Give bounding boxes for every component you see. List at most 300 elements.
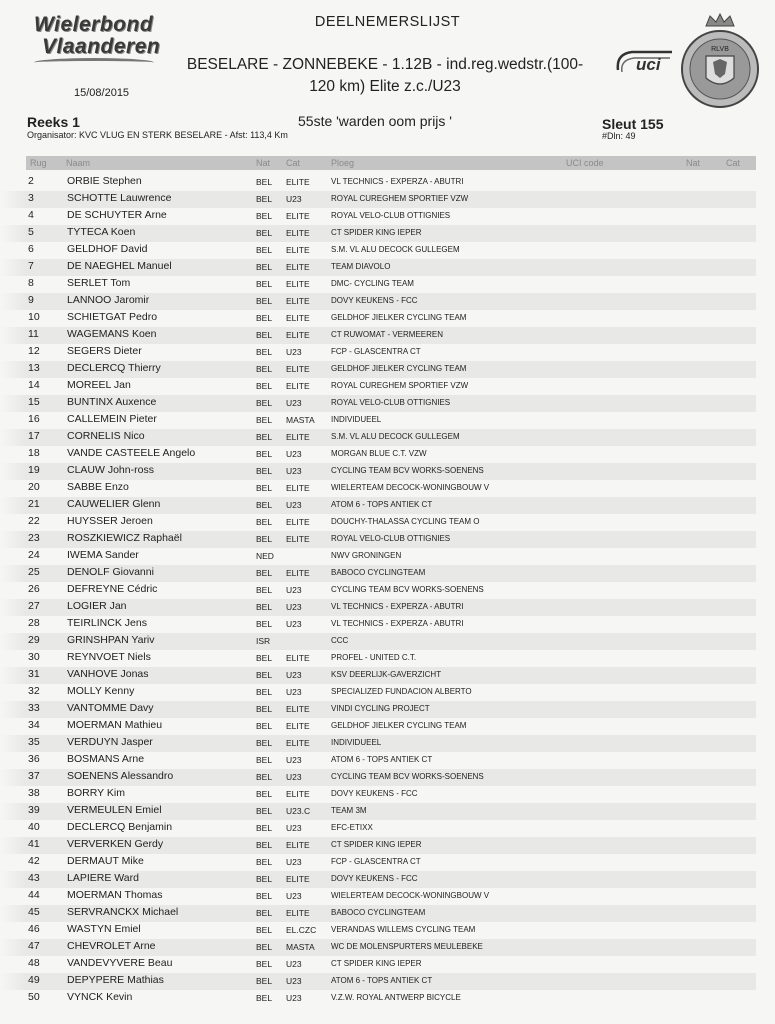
rider-category: ELITE xyxy=(286,483,310,493)
rider-team: GELDHOF JIELKER CYCLING TEAM xyxy=(331,364,467,373)
rider-category: ELITE xyxy=(286,432,310,442)
rider-nationality: BEL xyxy=(256,823,273,833)
rider-team: ATOM 6 - TOPS ANTIEK CT xyxy=(331,755,433,764)
rider-team: DOVY KEUKENS - FCC xyxy=(331,296,418,305)
table-row xyxy=(0,701,775,718)
rider-team: NWV GRONINGEN xyxy=(331,551,402,560)
rider-nationality: BEL xyxy=(256,500,273,510)
rider-category: U23 xyxy=(286,500,302,510)
rider-nationality: BEL xyxy=(256,330,273,340)
table-row xyxy=(0,633,775,650)
table-row xyxy=(0,939,775,956)
rider-name: SERVRANCKX Michael xyxy=(67,906,179,918)
uci-logo-text: uci xyxy=(636,55,661,74)
rider-nationality: BEL xyxy=(256,245,273,255)
rider-nationality: BEL xyxy=(256,687,273,697)
col-header-name: Naam xyxy=(66,158,91,168)
rider-number: 38 xyxy=(28,787,40,799)
table-row xyxy=(0,463,775,480)
table-row xyxy=(0,480,775,497)
rider-category: ELITE xyxy=(286,364,310,374)
race-date: 15/08/2015 xyxy=(74,87,130,99)
rider-number: 16 xyxy=(28,413,40,425)
rider-nationality: BEL xyxy=(256,908,273,918)
rider-number: 42 xyxy=(28,855,40,867)
table-row xyxy=(0,344,775,361)
rider-number: 43 xyxy=(28,872,40,884)
rider-nationality: BEL xyxy=(256,789,273,799)
rider-category: ELITE xyxy=(286,245,310,255)
rider-name: VERMEULEN Emiel xyxy=(67,804,162,816)
rider-name: SEGERS Dieter xyxy=(67,345,142,357)
rider-number: 44 xyxy=(28,889,40,901)
table-row xyxy=(0,735,775,752)
rider-name: DEFREYNE Cédric xyxy=(67,583,158,595)
table-row xyxy=(0,752,775,769)
rider-category: ELITE xyxy=(286,653,310,663)
rider-category: U23 xyxy=(286,976,302,986)
rider-nationality: BEL xyxy=(256,874,273,884)
rider-name: LOGIER Jan xyxy=(67,600,127,612)
rider-number: 5 xyxy=(28,226,34,238)
rider-nationality: BEL xyxy=(256,568,273,578)
rider-team: CYCLING TEAM BCV WORKS-SOENENS xyxy=(331,585,484,594)
rider-name: MOLLY Kenny xyxy=(67,685,135,697)
rider-name: DENOLF Giovanni xyxy=(67,566,154,578)
col-header-uci: UCI code xyxy=(566,158,604,168)
rider-category: ELITE xyxy=(286,721,310,731)
organiser-info: Organisator: KVC VLUG EN STERK BESELARE - Afst: 113,4 Km xyxy=(27,130,288,140)
rider-team: GELDHOF JIELKER CYCLING TEAM xyxy=(331,721,467,730)
table-row xyxy=(0,973,775,990)
table-row xyxy=(0,446,775,463)
rider-name: SCHIETGAT Pedro xyxy=(67,311,158,323)
rider-name: SABBE Enzo xyxy=(67,481,129,493)
rider-name: VANHOVE Jonas xyxy=(67,668,149,680)
rider-name: IWEMA Sander xyxy=(67,549,139,561)
rider-nationality: BEL xyxy=(256,602,273,612)
table-row xyxy=(0,310,775,327)
rider-team: FCP - GLASCENTRA CT xyxy=(331,347,421,356)
rider-team: CYCLING TEAM BCV WORKS-SOENENS xyxy=(331,772,484,781)
rider-team: WIELERTEAM DECOCK-WONINGBOUW V xyxy=(331,891,490,900)
rider-nationality: BEL xyxy=(256,466,273,476)
rider-team: VINDI CYCLING PROJECT xyxy=(331,704,430,713)
table-row xyxy=(0,956,775,973)
rider-number: 11 xyxy=(28,328,39,340)
rider-category: ELITE xyxy=(286,568,310,578)
rider-team: FCP - GLASCENTRA CT xyxy=(331,857,421,866)
rider-team: CT SPIDER KING IEPER xyxy=(331,840,422,849)
rider-number: 20 xyxy=(28,481,40,493)
rider-nationality: BEL xyxy=(256,653,273,663)
rider-number: 17 xyxy=(28,430,40,442)
rider-nationality: BEL xyxy=(256,925,273,935)
rider-team: VL TECHNICS - EXPERZA - ABUTRI xyxy=(331,619,464,628)
rider-nationality: BEL xyxy=(256,364,273,374)
rider-team: DOUCHY-THALASSA CYCLING TEAM O xyxy=(331,517,480,526)
table-row xyxy=(0,412,775,429)
rider-category: ELITE xyxy=(286,840,310,850)
rider-team: VL TECHNICS - EXPERZA - ABUTRI xyxy=(331,177,464,186)
table-row xyxy=(0,616,775,633)
rider-category: U23 xyxy=(286,449,302,459)
rider-category: ELITE xyxy=(286,874,310,884)
rider-number: 15 xyxy=(28,396,40,408)
rider-nationality: BEL xyxy=(256,262,273,272)
rider-nationality: BEL xyxy=(256,483,273,493)
rider-number: 21 xyxy=(28,498,40,510)
table-row xyxy=(0,667,775,684)
rider-number: 2 xyxy=(28,175,34,187)
rider-name: ORBIE Stephen xyxy=(67,175,142,187)
rider-team: ROYAL VELO-CLUB OTTIGNIES xyxy=(331,534,451,543)
table-row xyxy=(0,378,775,395)
rider-number: 34 xyxy=(28,719,40,731)
table-row xyxy=(0,276,775,293)
table-row xyxy=(0,429,775,446)
rider-name: CAUWELIER Glenn xyxy=(67,498,161,510)
rider-name: DE SCHUYTER Arne xyxy=(67,209,167,221)
rider-team: CCC xyxy=(331,636,349,645)
rider-category: U23 xyxy=(286,670,302,680)
rider-team: TEAM DIAVOLO xyxy=(331,262,391,271)
rider-team: ROYAL CUREGHEM SPORTIEF VZW xyxy=(331,194,469,203)
rider-category: U23 xyxy=(286,891,302,901)
rider-number: 19 xyxy=(28,464,40,476)
rider-nationality: BEL xyxy=(256,942,273,952)
rider-number: 50 xyxy=(28,991,40,1003)
rider-number: 32 xyxy=(28,685,40,697)
rider-number: 35 xyxy=(28,736,40,748)
rider-name: WAGEMANS Koen xyxy=(67,328,157,340)
rider-category: U23.C xyxy=(286,806,311,816)
table-row xyxy=(0,905,775,922)
rider-category: ELITE xyxy=(286,313,310,323)
rider-team: GELDHOF JIELKER CYCLING TEAM xyxy=(331,313,467,322)
rider-number: 9 xyxy=(28,294,34,306)
table-row xyxy=(0,684,775,701)
rider-nationality: BEL xyxy=(256,976,273,986)
rider-name: MOERMAN Mathieu xyxy=(67,719,163,731)
rider-category: U23 xyxy=(286,687,302,697)
rider-team: ROYAL VELO-CLUB OTTIGNIES xyxy=(331,398,451,407)
rider-nationality: BEL xyxy=(256,619,273,629)
table-row xyxy=(0,497,775,514)
rider-team: ROYAL CUREGHEM SPORTIEF VZW xyxy=(331,381,469,390)
rider-nationality: BEL xyxy=(256,755,273,765)
rider-team: BABOCO CYCLINGTEAM xyxy=(331,568,426,577)
rider-nationality: ISR xyxy=(256,636,271,646)
rider-nationality: BEL xyxy=(256,296,273,306)
rider-team: V.Z.W. ROYAL ANTWERP BICYCLE xyxy=(331,993,461,1002)
rider-category: ELITE xyxy=(286,908,310,918)
rider-team: ATOM 6 - TOPS ANTIEK CT xyxy=(331,500,433,509)
rider-category: ELITE xyxy=(286,738,310,748)
rider-name: MOREEL Jan xyxy=(67,379,131,391)
rider-category: U23 xyxy=(286,602,302,612)
rider-team: SPECIALIZED FUNDACION ALBERTO xyxy=(331,687,472,696)
rider-team: BABOCO CYCLINGTEAM xyxy=(331,908,426,917)
rider-number: 8 xyxy=(28,277,34,289)
rider-nationality: BEL xyxy=(256,381,273,391)
table-row xyxy=(0,191,775,208)
rider-team: DOVY KEUKENS - FCC xyxy=(331,874,418,883)
rider-nationality: BEL xyxy=(256,738,273,748)
rider-number: 36 xyxy=(28,753,40,765)
table-row xyxy=(0,854,775,871)
rider-name: REYNVOET Niels xyxy=(67,651,151,663)
rider-team: ATOM 6 - TOPS ANTIEK CT xyxy=(331,976,433,985)
rider-nationality: BEL xyxy=(256,806,273,816)
rider-category: ELITE xyxy=(286,211,310,221)
rider-name: GRINSHPAN Yariv xyxy=(67,634,155,646)
rider-nationality: BEL xyxy=(256,211,273,221)
rider-nationality: BEL xyxy=(256,449,273,459)
race-name: 55ste 'warden oom prijs ' xyxy=(298,113,452,129)
royal-logo-text: RLVB xyxy=(711,46,729,53)
table-row xyxy=(0,327,775,344)
rider-nationality: BEL xyxy=(256,585,273,595)
table-row xyxy=(0,395,775,412)
rider-category: ELITE xyxy=(286,177,310,187)
rider-category: U23 xyxy=(286,585,302,595)
rider-number: 37 xyxy=(28,770,40,782)
table-row xyxy=(0,361,775,378)
rider-name: TYTECA Koen xyxy=(67,226,136,238)
rider-name: DEPYPERE Mathias xyxy=(67,974,164,986)
rider-team: VERANDAS WILLEMS CYCLING TEAM xyxy=(331,925,476,934)
rider-name: LAPIERE Ward xyxy=(67,872,139,884)
rider-nationality: BEL xyxy=(256,534,273,544)
rider-name: DECLERCQ Benjamin xyxy=(67,821,173,833)
rider-number: 7 xyxy=(28,260,34,272)
rider-team: S.M. VL ALU DECOCK GULLEGEM xyxy=(331,432,460,441)
rider-category: EL.CZC xyxy=(286,925,317,935)
table-row xyxy=(0,922,775,939)
rider-category: ELITE xyxy=(286,330,310,340)
rider-name: CHEVROLET Arne xyxy=(67,940,156,952)
rider-name: VANTOMME Davy xyxy=(67,702,154,714)
rider-name: VYNCK Kevin xyxy=(67,991,133,1003)
rider-team: INDIVIDUEEL xyxy=(331,415,382,424)
rider-number: 4 xyxy=(28,209,34,221)
rider-category: ELITE xyxy=(286,789,310,799)
rider-number: 41 xyxy=(28,838,40,850)
rider-number: 45 xyxy=(28,906,40,918)
rider-name: WASTYN Emiel xyxy=(67,923,141,935)
rider-team: S.M. VL ALU DECOCK GULLEGEM xyxy=(331,245,460,254)
rider-nationality: BEL xyxy=(256,993,273,1003)
rider-number: 46 xyxy=(28,923,40,935)
rider-team: CT SPIDER KING IEPER xyxy=(331,959,422,968)
rider-category: ELITE xyxy=(286,704,310,714)
table-row xyxy=(0,803,775,820)
rider-nationality: BEL xyxy=(256,228,273,238)
rider-team: PROFEL - UNITED C.T. xyxy=(331,653,417,662)
table-row xyxy=(0,769,775,786)
rider-category: U23 xyxy=(286,619,302,629)
table-row xyxy=(0,293,775,310)
rider-number: 14 xyxy=(28,379,40,391)
rider-number: 22 xyxy=(28,515,40,527)
rider-number: 33 xyxy=(28,702,40,714)
table-row xyxy=(0,990,775,1007)
rider-category: ELITE xyxy=(286,534,310,544)
rider-category: ELITE xyxy=(286,262,310,272)
rider-name: HUYSSER Jeroen xyxy=(67,515,153,527)
rider-number: 26 xyxy=(28,583,40,595)
royal-federation-logo xyxy=(680,12,760,110)
rider-nationality: BEL xyxy=(256,857,273,867)
col-header-nat: Nat xyxy=(256,158,271,168)
rider-nationality: BEL xyxy=(256,959,273,969)
document-title: DEELNEMERSLIJST xyxy=(314,14,461,30)
table-row xyxy=(0,225,775,242)
rider-name: VANDEVYVERE Beau xyxy=(67,957,173,969)
rider-team: INDIVIDUEEL xyxy=(331,738,382,747)
rider-name: VERDUYN Jasper xyxy=(67,736,153,748)
rider-team: DMC- CYCLING TEAM xyxy=(331,279,414,288)
rider-name: BOSMANS Arne xyxy=(67,753,145,765)
rider-team: CT SPIDER KING IEPER xyxy=(331,228,422,237)
rider-nationality: BEL xyxy=(256,347,273,357)
table-row xyxy=(0,871,775,888)
rider-nationality: BEL xyxy=(256,670,273,680)
rider-number: 49 xyxy=(28,974,40,986)
table-row xyxy=(0,599,775,616)
rider-number: 24 xyxy=(28,549,40,561)
rider-number: 18 xyxy=(28,447,40,459)
rider-name: TEIRLINCK Jens xyxy=(67,617,147,629)
col-header-team: Ploeg xyxy=(331,158,355,168)
rider-number: 48 xyxy=(28,957,40,969)
rider-name: DE NAEGHEL Manuel xyxy=(67,260,172,272)
col-header-nr: Rug xyxy=(30,158,47,168)
rider-name: DERMAUT Mike xyxy=(67,855,144,867)
table-row xyxy=(0,888,775,905)
rider-number: 28 xyxy=(28,617,40,629)
rider-number: 47 xyxy=(28,940,40,952)
table-row xyxy=(0,718,775,735)
rider-category: ELITE xyxy=(286,228,310,238)
rider-team: DOVY KEUKENS - FCC xyxy=(331,789,418,798)
table-row xyxy=(0,514,775,531)
rider-category: U23 xyxy=(286,959,302,969)
table-row xyxy=(0,548,775,565)
rider-nationality: BEL xyxy=(256,772,273,782)
rider-nationality: BEL xyxy=(256,517,273,527)
rider-nationality: BEL xyxy=(256,891,273,901)
rider-category: U23 xyxy=(286,466,302,476)
rider-category: U23 xyxy=(286,993,302,1003)
rider-number: 23 xyxy=(28,532,40,544)
col-header-cat: Cat xyxy=(286,158,301,168)
rider-category: U23 xyxy=(286,194,302,204)
table-row xyxy=(0,531,775,548)
rider-team: WC DE MOLENSPURTERS MEULEBEKE xyxy=(331,942,483,951)
rider-team: KSV DEERLIJK-GAVERZICHT xyxy=(331,670,442,679)
rider-nationality: BEL xyxy=(256,432,273,442)
rider-team: ROYAL VELO-CLUB OTTIGNIES xyxy=(331,211,451,220)
rider-name: LANNOO Jaromir xyxy=(67,294,150,306)
table-row xyxy=(0,650,775,667)
table-row xyxy=(0,242,775,259)
rider-team: EFC-ETIXX xyxy=(331,823,373,832)
rider-team: MORGAN BLUE C.T. VZW xyxy=(331,449,427,458)
rider-number: 25 xyxy=(28,566,40,578)
rider-category: ELITE xyxy=(286,517,310,527)
rider-category: U23 xyxy=(286,398,302,408)
logo-text-line-1: Wielerbond xyxy=(34,13,154,36)
rider-name: CORNELIS Nico xyxy=(67,430,145,442)
rider-number: 27 xyxy=(28,600,40,612)
rider-category: U23 xyxy=(286,857,302,867)
rider-nationality: BEL xyxy=(256,194,273,204)
rider-name: MOERMAN Thomas xyxy=(67,889,163,901)
rider-name: BUNTINX Auxence xyxy=(67,396,157,408)
rider-name: CALLEMEIN Pieter xyxy=(67,413,157,425)
rider-team: VL TECHNICS - EXPERZA - ABUTRI xyxy=(331,602,464,611)
rider-team: CT RUWOMAT - VERMEEREN xyxy=(331,330,444,339)
rider-team: WIELERTEAM DECOCK-WONINGBOUW V xyxy=(331,483,490,492)
rider-nationality: BEL xyxy=(256,721,273,731)
rider-nationality: BEL xyxy=(256,840,273,850)
rider-number: 39 xyxy=(28,804,40,816)
rider-name: DECLERCQ Thierry xyxy=(67,362,161,374)
rider-category: U23 xyxy=(286,823,302,833)
rider-name: VERVERKEN Gerdy xyxy=(67,838,164,850)
rider-category: MASTA xyxy=(286,415,315,425)
rider-category: U23 xyxy=(286,755,302,765)
rider-number: 12 xyxy=(28,345,40,357)
rider-team: TEAM 3M xyxy=(331,806,367,815)
rider-name: SERLET Tom xyxy=(67,277,131,289)
rider-nationality: NED xyxy=(256,551,274,561)
rider-number: 3 xyxy=(28,192,34,204)
rider-name: CLAUW John-ross xyxy=(67,464,154,476)
rider-name: ROSZKIEWICZ Raphaël xyxy=(67,532,182,544)
participant-count: #Dln: 49 xyxy=(602,131,636,141)
rider-nationality: BEL xyxy=(256,398,273,408)
rider-nationality: BEL xyxy=(256,415,273,425)
rider-name: VANDE CASTEELE Angelo xyxy=(67,447,196,459)
table-row xyxy=(0,565,775,582)
logo-swoosh xyxy=(34,58,154,67)
rider-name: SCHOTTE Lauwrence xyxy=(67,192,172,204)
rider-category: U23 xyxy=(286,772,302,782)
rider-category: ELITE xyxy=(286,381,310,391)
table-row xyxy=(0,786,775,803)
race-key: Sleut 155 xyxy=(602,116,664,132)
rider-number: 13 xyxy=(28,362,40,374)
table-row xyxy=(0,174,775,191)
rider-category: U23 xyxy=(286,347,302,357)
rider-number: 31 xyxy=(28,668,40,680)
rider-number: 30 xyxy=(28,651,40,663)
rider-number: 6 xyxy=(28,243,34,255)
rider-category: ELITE xyxy=(286,279,310,289)
rider-name: GELDHOF David xyxy=(67,243,148,255)
table-row xyxy=(0,582,775,599)
table-row xyxy=(0,837,775,854)
rider-category: MASTA xyxy=(286,942,315,952)
rider-nationality: BEL xyxy=(256,313,273,323)
rider-name: SOENENS Alessandro xyxy=(67,770,174,782)
rider-number: 29 xyxy=(28,634,40,646)
rider-nationality: BEL xyxy=(256,177,273,187)
rider-number: 40 xyxy=(28,821,40,833)
